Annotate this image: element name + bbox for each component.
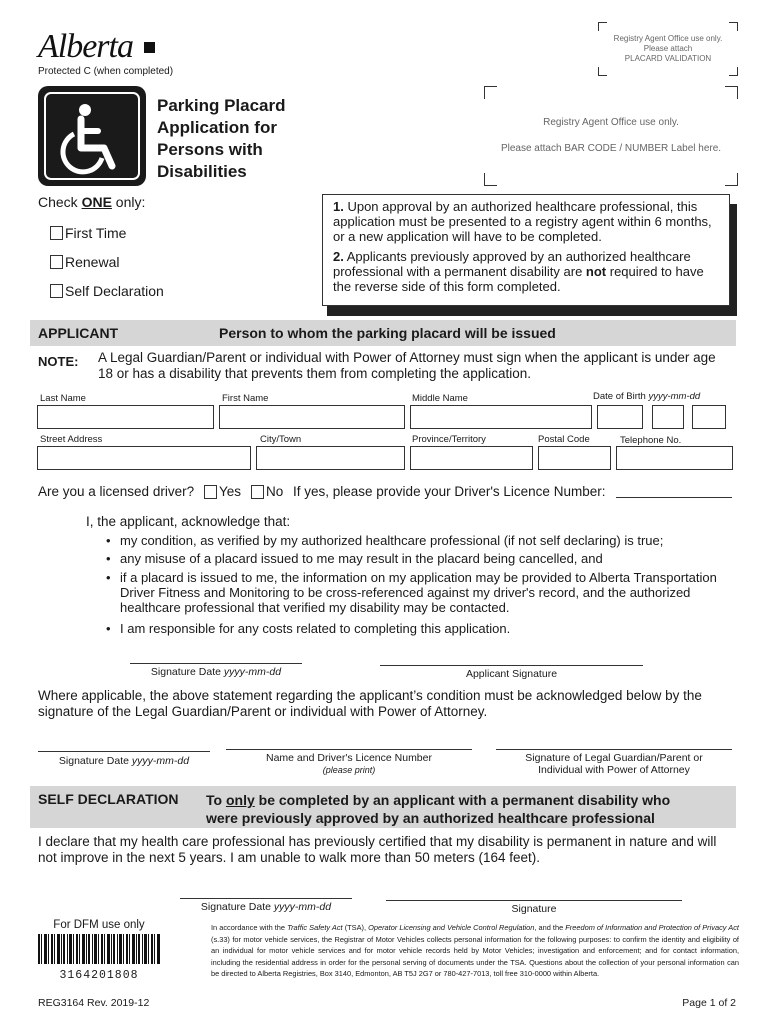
licence-number-line[interactable] <box>616 497 732 498</box>
postal-code-label: Postal Code <box>538 434 590 445</box>
privacy-notice: In accordance with the Traffic Safety Act (TSA), Operator Licensing and Vehicle Control Regulation, and the Freedom of Information and Protection of Privacy Act (s.33) for motor vehicle services, the Registrar of Motor Vehicles collects personal information for the following purposes: to confirm the identity and eligibility of an individual for motor vehicle services and for motor vehicle records held by Motor Vehicles; investigation and enforcement; and for contact information, including the residential address in order for the personal serving of documents under the TSA. Questions about the collection of your personal information can be directed to Alberta Registries, Box 3140, Edmonton, AB T5J 2G7 or 780-427-7013, toll free 310-0000 within Alberta. <box>211 923 739 979</box>
applicant-signature-label: Applicant Signature <box>465 668 558 680</box>
city-input[interactable] <box>256 446 405 470</box>
guardian-signature-line[interactable] <box>496 749 732 750</box>
applicant-sig-date-line[interactable] <box>130 663 302 664</box>
dfm-use-label: For DFM use only <box>53 919 145 931</box>
logo-mark-icon <box>144 42 155 53</box>
postal-code-input[interactable] <box>538 446 611 470</box>
renewal-label: Renewal <box>65 254 120 270</box>
applicant-heading: APPLICANT <box>38 325 119 341</box>
province-input[interactable] <box>410 446 533 470</box>
guardian-sig-line1: Signature of Legal Guardian/Parent or <box>525 752 703 764</box>
ack-item: • my condition, as verified by my authorized healthcare professional (if not self declaring) is true; <box>106 533 664 548</box>
middle-name-label: Middle Name <box>412 393 468 404</box>
notice-item-2: 2. Applicants previously approved by an authorized healthcare professional with a permanent disability are not required to have the reverse side of this form completed. <box>333 249 704 294</box>
licensed-no-checkbox[interactable] <box>251 485 264 499</box>
notice-box <box>322 194 730 306</box>
self-sig-date-line[interactable] <box>180 898 352 899</box>
form-id: REG3164 Rev. 2019-12 <box>38 997 150 1009</box>
title-line1: Parking Placard <box>157 96 286 115</box>
guardian-statement: Where applicable, the above statement regarding the applicant’s condition must be acknowledged below by the signature of the Legal Guardian/Parent or individual with Power of Attorney. <box>38 688 702 719</box>
please-print-label: (please print) <box>322 765 376 775</box>
licensed-driver-question: Are you a licensed driver? <box>38 484 195 499</box>
barcode-icon <box>38 934 160 964</box>
guardian-sig-line2: Individual with Power of Attorney <box>538 764 690 776</box>
title-line3: Persons with <box>157 140 263 159</box>
dob-day-input[interactable] <box>692 405 726 429</box>
ack-item: • I am responsible for any costs related to completing this application. <box>106 621 511 636</box>
placard-note-line1: Registry Agent Office use only. <box>613 34 723 43</box>
last-name-input[interactable] <box>37 405 214 429</box>
licence-number-prompt: If yes, please provide your Driver's Licence Number: <box>293 484 606 499</box>
province-label: Province/Territory <box>412 434 486 445</box>
dob-month-input[interactable] <box>652 405 684 429</box>
first-time-label: First Time <box>65 225 127 241</box>
barcode-label-area[interactable] <box>484 86 738 186</box>
licensed-no-label: No <box>266 484 284 499</box>
wheelchair-icon <box>38 86 146 186</box>
first-name-label: First Name <box>222 393 269 404</box>
street-address-input[interactable] <box>37 446 251 470</box>
first-time-checkbox[interactable] <box>50 226 63 240</box>
placard-note-line3: PLACARD VALIDATION <box>624 54 712 63</box>
renewal-checkbox[interactable] <box>50 255 63 269</box>
first-name-input[interactable] <box>219 405 405 429</box>
guardian-signature-label <box>496 752 732 776</box>
dob-year-input[interactable] <box>597 405 643 429</box>
name-licence-label: Name and Driver's Licence Number <box>266 752 432 764</box>
guardian-sig-date-line[interactable] <box>38 751 210 752</box>
ack-item: • any misuse of a placard issued to me may result in the placard being cancelled, and <box>106 551 603 566</box>
check-one-heading: Check ONE only: <box>38 194 146 210</box>
licensed-yes-label: Yes <box>219 484 242 499</box>
applicant-sig-date-label: Signature Date yyyy-mm-dd <box>150 666 282 678</box>
barcode-instruction: Please attach BAR CODE / NUMBER Label here. <box>500 143 722 154</box>
self-declaration-label: Self Declaration <box>65 283 164 299</box>
street-address-label: Street Address <box>40 434 103 445</box>
self-signature-label: Signature <box>511 903 557 915</box>
registry-use-label: Registry Agent Office use only. <box>543 117 679 128</box>
telephone-label: Telephone No. <box>620 435 682 446</box>
protected-label: Protected C (when completed) <box>38 66 174 77</box>
placard-note-line2: Please attach <box>643 44 693 53</box>
ack-item: • if a placard is issued to me, the information on my application may be provided to Alberta Transportation Driver Fitness and Monitoring to be cross-referenced against my driver's record, and the authorized healthcare professional that verified my disability may be contacted. <box>106 570 717 615</box>
title-line4: Disabilities <box>157 162 247 181</box>
middle-name-input[interactable] <box>410 405 592 429</box>
self-declaration-checkbox[interactable] <box>50 284 63 298</box>
note-label: NOTE: <box>38 354 79 369</box>
self-declaration-heading: SELF DECLARATION <box>38 791 179 807</box>
barcode-number: 3164201808 <box>59 969 139 982</box>
notice-item-1: 1. Upon approval by an authorized healthcare professional, this application must be presented to a registry agent within 6 months, or a new application will have to be completed. <box>333 199 712 244</box>
dob-label: Date of Birth yyyy-mm-dd <box>593 391 701 402</box>
telephone-input[interactable] <box>616 446 733 470</box>
self-declaration-subtitle: To only be completed by an applicant with a permanent disability who were previously approved by an authorized healthcare professional <box>206 792 671 826</box>
licensed-yes-checkbox[interactable] <box>204 485 217 499</box>
last-name-label: Last Name <box>40 393 86 404</box>
name-licence-line[interactable] <box>226 749 472 750</box>
self-sig-date-label: Signature Date yyyy-mm-dd <box>200 901 332 913</box>
self-declaration-statement: I declare that my health care professional has previously certified that my disability is permanent in nature and will not improve in the next 5 years. I am unable to walk more than 50 meters (164 feet). <box>38 834 717 865</box>
note-text: A Legal Guardian/Parent or individual with Power of Attorney must sign when the applicant is under age 18 or has a disability that prevents them from completing the application. <box>98 350 716 381</box>
applicant-subtitle: Person to whom the parking placard will be issued <box>219 325 556 341</box>
applicant-signature-line[interactable] <box>380 665 643 666</box>
self-signature-line[interactable] <box>386 900 682 901</box>
city-label: City/Town <box>260 434 302 445</box>
form-title <box>157 95 327 183</box>
ack-intro: I, the applicant, acknowledge that: <box>86 514 291 529</box>
guardian-sig-date-label: Signature Date yyyy-mm-dd <box>58 755 190 767</box>
alberta-logo: Alberta <box>38 28 133 65</box>
title-line2: Application for <box>157 118 277 137</box>
placard-validation-box[interactable] <box>598 22 738 76</box>
page-number: Page 1 of 2 <box>682 997 736 1009</box>
